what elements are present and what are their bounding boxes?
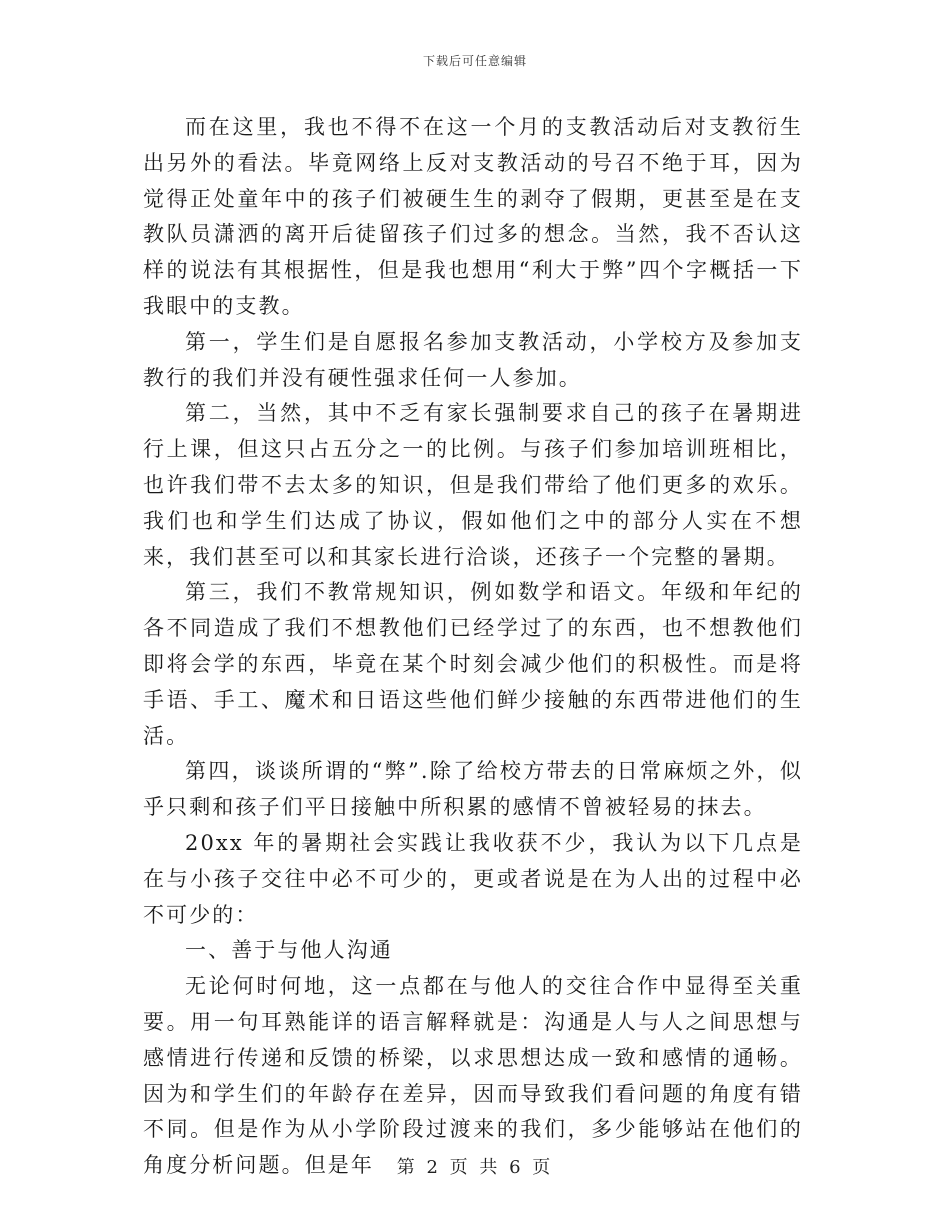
paragraph-first-point: 第一，学生们是自愿报名参加支教活动，小学校方及参加支教行的我们并没有硬性强求任何一人参加。 [143,329,803,390]
paragraph-communication: 无论何时何地，这一点都在与他人的交往合作中显得至关重要。用一句耳熟能详的语言解释就是：沟通是人与人之间思想与感情进行传递和反馈的桥梁，以求思想达成一致和感情的通畅。因为和学生们的年龄存在差异，因而导致我们看问题的角度有错不同。但是作为从小学阶段过渡来的我们，多少能够站在他们的角度分析问题。但是年 [143,974,803,1178]
document-body [143,110,803,1184]
paragraph-second-point: 第二，当然，其中不乏有家长强制要求自己的孩子在暑期进行上课，但这只占五分之一的比例。与孩子们参加培训班相比，也许我们带不去太多的知识，但是我们带给了他们更多的欢乐。我们也和学生们达成了协议，假如他们之中的部分人实在不想来，我们甚至可以和其家长进行洽谈，还孩子一个完整的暑期。 [143,401,803,569]
paragraph-summer-practice: 20xx 年的暑期社会实践让我收获不少，我认为以下几点是在与小孩子交往中必不可少的，更或者说是在为人出的过程中必不可少的： [143,830,803,927]
paragraph-views-on-teaching: 而在这里，我也不得不在这一个月的支教活动后对支教衍生出另外的看法。毕竟网络上反对支教活动的号召不绝于耳，因为觉得正处童年中的孩子们被硬生生的剥夺了假期，更甚至是在支教队员潇洒的离开后徒留孩子们过多的想念。当然，我不否认这样的说法有其根据性，但是我也想用“利大于弊”四个字概括一下我眼中的支教。 [143,115,803,318]
page-header: 下载后可任意编辑 [422,54,527,68]
section-heading-communication: 一、善于与他人沟通 [185,938,393,963]
page-number: 第 2 页 共 6 页 [396,1157,554,1178]
paragraph-third-point: 第三，我们不教常规知识，例如数学和语文。年级和年纪的各不同造成了我们不想教他们已经学过了的东西，也不想教他们即将会学的东西，毕竟在某个时刻会减少他们的积极性。而是将手语、手工、魔术和日语这些他们鲜少接触的东西带进他们的生活。 [143,580,803,748]
paragraph-fourth-point: 第四，谈谈所谓的“弊”.除了给校方带去的日常麻烦之外，似乎只剩和孩子们平日接触中所积累的感情不曾被轻易的抹去。 [143,759,803,820]
